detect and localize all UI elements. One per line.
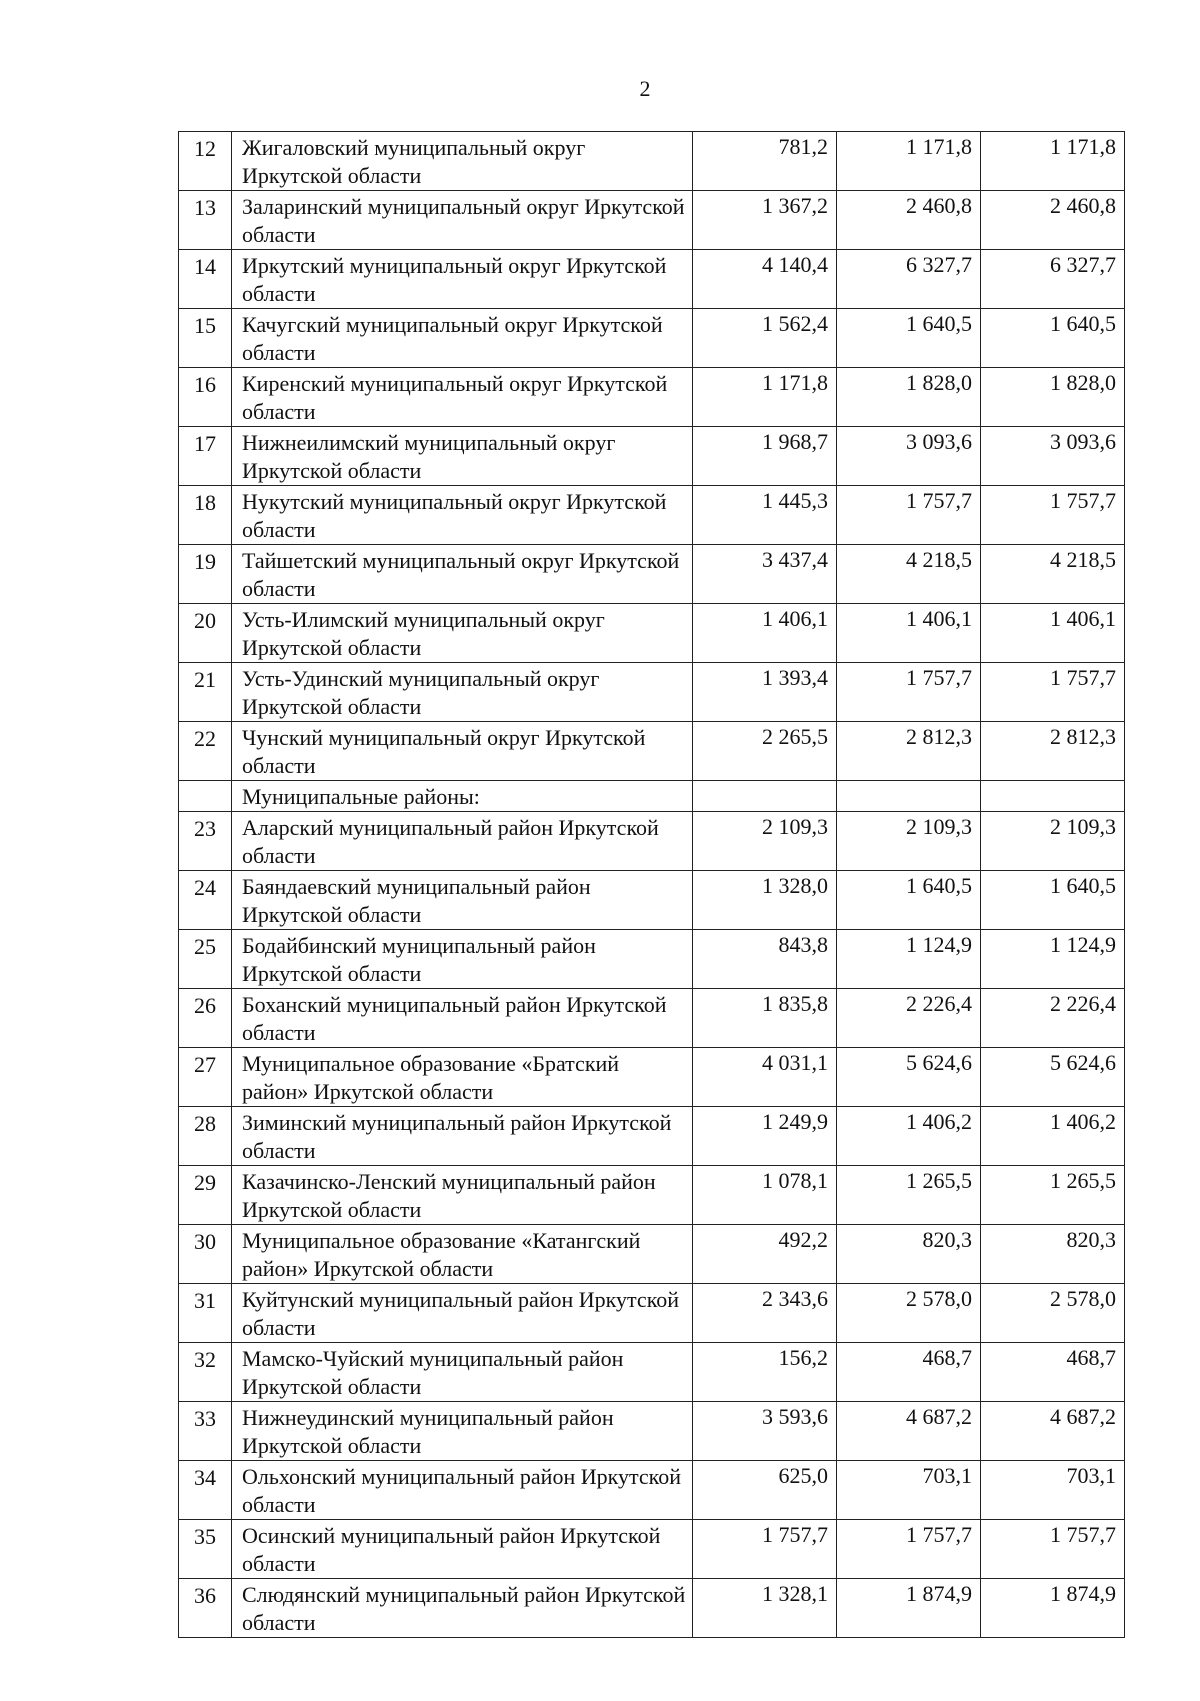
table-row (179, 486, 1125, 545)
value-cell-3: 2 812,3 (981, 722, 1125, 781)
table-row (179, 1461, 1125, 1520)
value-cell-3: 820,3 (981, 1225, 1125, 1284)
value-cell-1: 4 031,1 (693, 1048, 837, 1107)
row-number-cell: 15 (179, 309, 232, 368)
municipality-name-cell: Слюдянский муниципальный район Иркутской области (232, 1579, 693, 1638)
municipality-name-cell: Ольхонский муниципальный район Иркутской области (232, 1461, 693, 1520)
row-number-cell: 36 (179, 1579, 232, 1638)
municipality-name-cell: Иркутский муниципальный округ Иркутской области (232, 250, 693, 309)
value-cell-2: 1 406,2 (837, 1107, 981, 1166)
municipality-name-cell: Чунский муниципальный округ Иркутской области (232, 722, 693, 781)
value-cell-2: 1 640,5 (837, 871, 981, 930)
value-cell-3: 2 460,8 (981, 191, 1125, 250)
value-cell-1: 3 437,4 (693, 545, 837, 604)
row-number-cell: 33 (179, 1402, 232, 1461)
value-cell-2: 4 218,5 (837, 545, 981, 604)
value-cell-2: 2 460,8 (837, 191, 981, 250)
table-row (179, 930, 1125, 989)
row-number-cell: 22 (179, 722, 232, 781)
municipality-name-cell: Тайшетский муниципальный округ Иркутской области (232, 545, 693, 604)
table-row (179, 1048, 1125, 1107)
value-cell-1: 1 367,2 (693, 191, 837, 250)
value-cell-2: 468,7 (837, 1343, 981, 1402)
row-number-cell: 13 (179, 191, 232, 250)
row-number-cell: 12 (179, 132, 232, 191)
municipality-name-cell: Осинский муниципальный район Иркутской области (232, 1520, 693, 1579)
row-number-cell: 19 (179, 545, 232, 604)
value-cell-2: 703,1 (837, 1461, 981, 1520)
value-cell-1: 1 835,8 (693, 989, 837, 1048)
value-cell-2: 4 687,2 (837, 1402, 981, 1461)
row-number-cell: 30 (179, 1225, 232, 1284)
table-body (179, 132, 1125, 1638)
table-row (179, 663, 1125, 722)
municipality-name-cell: Киренский муниципальный округ Иркутской области (232, 368, 693, 427)
value-cell-1: 1 445,3 (693, 486, 837, 545)
municipality-name-cell: Жигаловский муниципальный округ Иркутской области (232, 132, 693, 191)
row-number-cell: 17 (179, 427, 232, 486)
municipality-name-cell: Казачинско-Ленский муниципальный район Иркутской области (232, 1166, 693, 1225)
value-cell-3: 1 640,5 (981, 309, 1125, 368)
table-row (179, 250, 1125, 309)
municipality-name-cell: Нукутский муниципальный округ Иркутской области (232, 486, 693, 545)
value-cell-1: 1 393,4 (693, 663, 837, 722)
value-cell-1: 156,2 (693, 1343, 837, 1402)
municipality-name-cell: Аларский муниципальный район Иркутской области (232, 812, 693, 871)
value-cell-2: 2 812,3 (837, 722, 981, 781)
table-row (179, 989, 1125, 1048)
table-row (179, 871, 1125, 930)
table-row (179, 1166, 1125, 1225)
row-number-cell (179, 781, 232, 812)
row-number-cell: 25 (179, 930, 232, 989)
value-cell-3: 1 757,7 (981, 663, 1125, 722)
value-cell-3: 1 171,8 (981, 132, 1125, 191)
value-cell-1: 1 328,0 (693, 871, 837, 930)
municipality-name-cell: Бодайбинский муниципальный район Иркутской области (232, 930, 693, 989)
value-cell-3: 6 327,7 (981, 250, 1125, 309)
value-cell-3: 4 218,5 (981, 545, 1125, 604)
value-cell-3: 1 265,5 (981, 1166, 1125, 1225)
value-cell-3: 1 828,0 (981, 368, 1125, 427)
table-row (179, 1343, 1125, 1402)
value-cell-2: 1 874,9 (837, 1579, 981, 1638)
value-cell-2: 5 624,6 (837, 1048, 981, 1107)
value-cell-2: 2 109,3 (837, 812, 981, 871)
value-cell-1: 843,8 (693, 930, 837, 989)
value-cell-3: 5 624,6 (981, 1048, 1125, 1107)
row-number-cell: 23 (179, 812, 232, 871)
row-number-cell: 28 (179, 1107, 232, 1166)
municipality-name-cell: Качугский муниципальный округ Иркутской области (232, 309, 693, 368)
municipality-name-cell: Муниципальное образование «Братский район» Иркутской области (232, 1048, 693, 1107)
row-number-cell: 24 (179, 871, 232, 930)
value-cell-2: 1 757,7 (837, 1520, 981, 1579)
value-cell-1: 3 593,6 (693, 1402, 837, 1461)
municipality-name-cell: Усть-Илимский муниципальный округ Иркутской области (232, 604, 693, 663)
value-cell-3: 1 640,5 (981, 871, 1125, 930)
value-cell-1: 1 078,1 (693, 1166, 837, 1225)
value-cell-3: 1 757,7 (981, 486, 1125, 545)
value-cell-1: 625,0 (693, 1461, 837, 1520)
value-cell-3: 1 874,9 (981, 1579, 1125, 1638)
section-header-row (179, 781, 1125, 812)
value-cell-2: 1 757,7 (837, 663, 981, 722)
value-cell-1: 2 109,3 (693, 812, 837, 871)
value-cell-3: 2 226,4 (981, 989, 1125, 1048)
table-row (179, 1284, 1125, 1343)
row-number-cell: 14 (179, 250, 232, 309)
table-row (179, 191, 1125, 250)
table-row (179, 368, 1125, 427)
table-row (179, 1225, 1125, 1284)
municipality-name-cell: Усть-Удинский муниципальный округ Иркутской области (232, 663, 693, 722)
value-cell-1: 4 140,4 (693, 250, 837, 309)
row-number-cell: 32 (179, 1343, 232, 1402)
value-cell-3: 468,7 (981, 1343, 1125, 1402)
value-cell-3: 703,1 (981, 1461, 1125, 1520)
allocation-table (178, 131, 1125, 1638)
value-cell-3: 1 757,7 (981, 1520, 1125, 1579)
value-cell-1: 1 171,8 (693, 368, 837, 427)
table-row (179, 427, 1125, 486)
value-cell-2: 1 406,1 (837, 604, 981, 663)
row-number-cell: 18 (179, 486, 232, 545)
value-cell-2: 1 265,5 (837, 1166, 981, 1225)
municipality-name-cell: Боханский муниципальный район Иркутской области (232, 989, 693, 1048)
value-cell-3 (981, 781, 1125, 812)
table-row (179, 1107, 1125, 1166)
table-row (179, 812, 1125, 871)
value-cell-2: 2 578,0 (837, 1284, 981, 1343)
value-cell-1: 2 265,5 (693, 722, 837, 781)
value-cell-2: 6 327,7 (837, 250, 981, 309)
municipality-name-cell: Мамско-Чуйский муниципальный район Иркутской области (232, 1343, 693, 1402)
table-row (179, 604, 1125, 663)
row-number-cell: 34 (179, 1461, 232, 1520)
table-row (179, 1402, 1125, 1461)
value-cell-2: 1 124,9 (837, 930, 981, 989)
value-cell-3: 1 124,9 (981, 930, 1125, 989)
municipality-name-cell: Муниципальные районы: (232, 781, 693, 812)
value-cell-2: 1 757,7 (837, 486, 981, 545)
value-cell-1 (693, 781, 837, 812)
municipality-name-cell: Нижнеудинский муниципальный район Иркутской области (232, 1402, 693, 1461)
row-number-cell: 27 (179, 1048, 232, 1107)
value-cell-1: 492,2 (693, 1225, 837, 1284)
value-cell-2: 820,3 (837, 1225, 981, 1284)
value-cell-2: 1 828,0 (837, 368, 981, 427)
table-row (179, 722, 1125, 781)
table-row (179, 132, 1125, 191)
row-number-cell: 21 (179, 663, 232, 722)
value-cell-1: 781,2 (693, 132, 837, 191)
value-cell-1: 1 406,1 (693, 604, 837, 663)
value-cell-2 (837, 781, 981, 812)
value-cell-2: 1 171,8 (837, 132, 981, 191)
row-number-cell: 29 (179, 1166, 232, 1225)
value-cell-3: 2 578,0 (981, 1284, 1125, 1343)
municipality-name-cell: Нижнеилимский муниципальный округ Иркутской области (232, 427, 693, 486)
municipality-name-cell: Зиминский муниципальный район Иркутской области (232, 1107, 693, 1166)
row-number-cell: 35 (179, 1520, 232, 1579)
value-cell-3: 3 093,6 (981, 427, 1125, 486)
value-cell-1: 1 328,1 (693, 1579, 837, 1638)
table-row (179, 1579, 1125, 1638)
value-cell-2: 1 640,5 (837, 309, 981, 368)
value-cell-1: 2 343,6 (693, 1284, 837, 1343)
municipality-name-cell: Куйтунский муниципальный район Иркутской области (232, 1284, 693, 1343)
municipality-name-cell: Муниципальное образование «Катангский район» Иркутской области (232, 1225, 693, 1284)
row-number-cell: 20 (179, 604, 232, 663)
table-row (179, 545, 1125, 604)
value-cell-1: 1 249,9 (693, 1107, 837, 1166)
row-number-cell: 16 (179, 368, 232, 427)
row-number-cell: 31 (179, 1284, 232, 1343)
value-cell-1: 1 968,7 (693, 427, 837, 486)
value-cell-1: 1 562,4 (693, 309, 837, 368)
value-cell-3: 2 109,3 (981, 812, 1125, 871)
value-cell-2: 3 093,6 (837, 427, 981, 486)
value-cell-2: 2 226,4 (837, 989, 981, 1048)
value-cell-3: 4 687,2 (981, 1402, 1125, 1461)
row-number-cell: 26 (179, 989, 232, 1048)
table-row (179, 309, 1125, 368)
value-cell-3: 1 406,1 (981, 604, 1125, 663)
municipality-name-cell: Заларинский муниципальный округ Иркутской области (232, 191, 693, 250)
value-cell-1: 1 757,7 (693, 1520, 837, 1579)
value-cell-3: 1 406,2 (981, 1107, 1125, 1166)
table-row (179, 1520, 1125, 1579)
page-number: 2 (639, 76, 651, 101)
municipality-name-cell: Баяндаевский муниципальный район Иркутской области (232, 871, 693, 930)
